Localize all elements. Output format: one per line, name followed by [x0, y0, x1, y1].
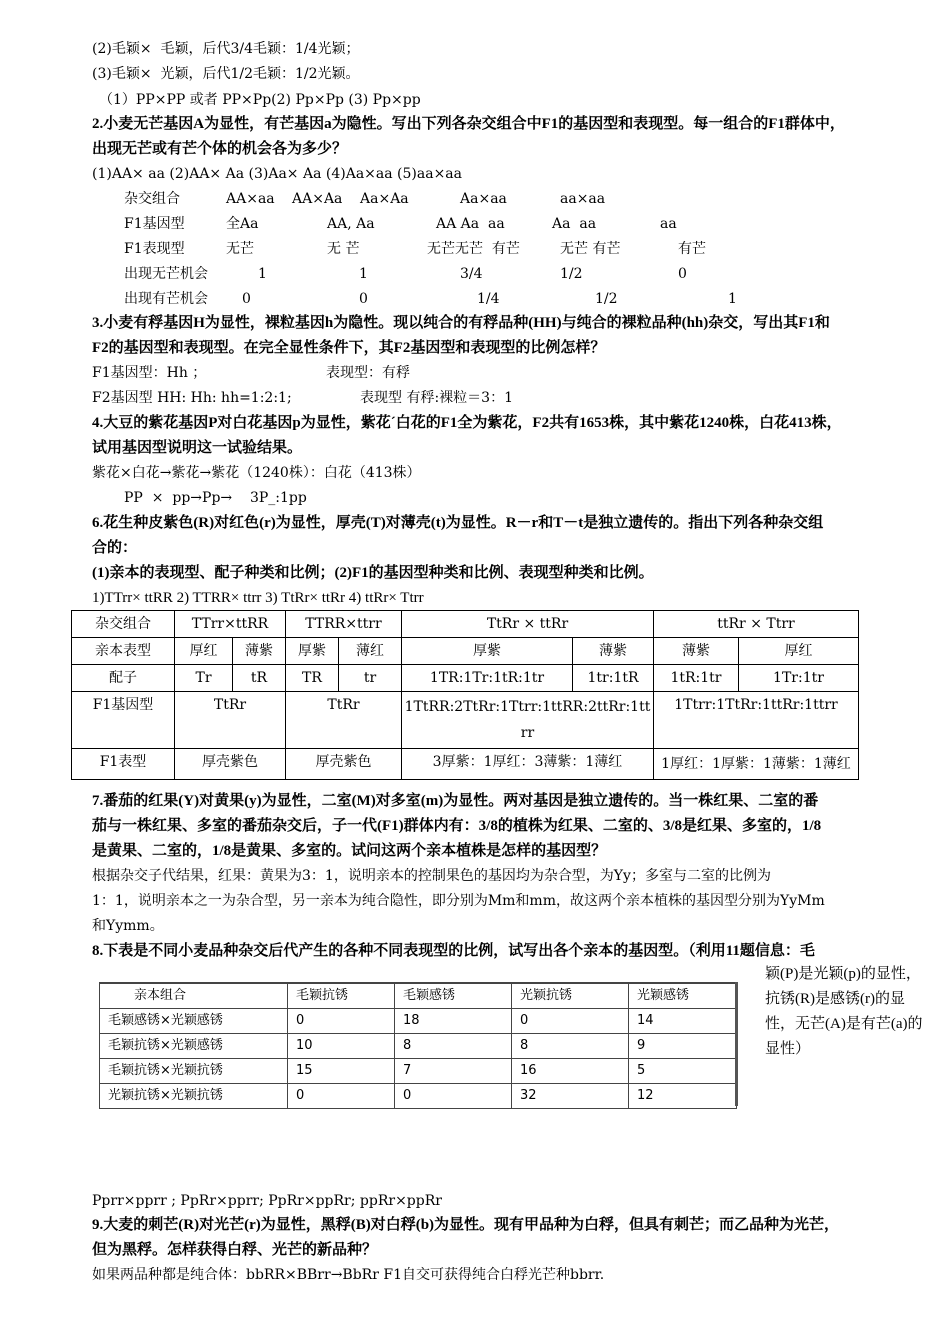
- table-row: [100, 1059, 737, 1084]
- question-3-line-2: F2的基因型和表现型。在完全显性条件下，其F2基因型和表现型的比例怎样？: [92, 340, 606, 356]
- grid-cell: 1: [359, 266, 368, 282]
- text-line: F1基因型：Hh ；: [92, 365, 207, 381]
- table-cell: 薄紫: [573, 638, 654, 665]
- text-line: 根据杂交子代结果，红果：黄果为3：1，说明亲本的控制果色的基因均为杂合型，为Yy；多室与二室的比例为: [92, 868, 771, 884]
- text-line: 表现型 有稃:裸粒＝3：1: [360, 390, 513, 406]
- grid-cell: 0: [678, 266, 687, 282]
- grid-cell: F1基因型: [124, 216, 185, 232]
- table-cell: 厚紫: [286, 638, 339, 665]
- table-cell: 毛颖抗锈: [288, 983, 395, 1009]
- table-cell: 1厚红：1厚紫：1薄紫：1薄红: [654, 749, 859, 780]
- wheat-cross-table: [99, 982, 737, 1109]
- table-cell: 16: [512, 1059, 629, 1084]
- table-cell: 7: [395, 1059, 512, 1084]
- question-2-line-2: 出现无芒或有芒个体的机会各为多少？: [92, 141, 348, 157]
- text-line: (3)毛颖× 光颖，后代1/2毛颖：1/2光颖。: [92, 66, 360, 82]
- text-line: 紫花×白花→紫花→紫花（1240株）：白花（413株）: [92, 465, 421, 481]
- grid-cell: AA×aa: [226, 191, 275, 207]
- table-cell: 毛颖抗锈×光颖抗锈: [100, 1059, 288, 1084]
- question-4-line-1: 4.大豆的紫花基因P对白花基因p为显性，紫花´白花的F1全为紫花，F2共有1653株，其中紫花1240株，白花413株，: [92, 415, 842, 431]
- table-cell: 1Ttrr:1TtRr:1ttRr:1ttrr: [654, 692, 859, 749]
- table-row: [72, 638, 859, 665]
- text-line: PP × pp→Pp→ 3P_:1pp: [124, 490, 307, 506]
- text-line: 和Yymm。: [92, 918, 164, 934]
- table-cell: 配子: [72, 665, 175, 692]
- table-cell: 薄红: [339, 638, 402, 665]
- question-9-line-2: 但为黑稃。怎样获得白稃、光芒的新品种？: [92, 1242, 378, 1258]
- table-cell: TtRr × ttRr: [402, 611, 654, 638]
- grid-cell: aa×aa: [560, 191, 606, 207]
- question-7-line-1: 7.番茄的红果(Y)对黄果(y)为显性，二室(M)对多室(m)为显性。两对基因是独立遗传的。当一株红果、二室的番: [92, 793, 819, 809]
- table-cell: 3厚紫：1厚红：3薄紫：1薄红: [402, 749, 654, 780]
- text-line: (1)AA× aa (2)AA× Aa (3)Aa× Aa (4)Aa×aa (5)aa×aa: [92, 166, 463, 182]
- table-cell: TTRR×ttrr: [286, 611, 402, 638]
- table-cell: TR: [286, 665, 339, 692]
- table-row: [72, 749, 859, 780]
- question-8-line-1: 8.下表是不同小麦品种杂交后代产生的各种不同表现型的比例，试写出各个亲本的基因型。（利用11题信息：毛: [92, 943, 815, 959]
- table-cell: 毛颖感锈×光颖感锈: [100, 1009, 288, 1034]
- table-cell: 薄紫: [654, 638, 739, 665]
- table-row: [100, 1009, 737, 1034]
- question-4-line-2: 试用基因型说明这一试验结果。: [92, 440, 303, 456]
- table-cell: 0: [288, 1009, 395, 1034]
- table-cell: F1表型: [72, 749, 175, 780]
- table-cell: 0: [395, 1084, 512, 1109]
- table-cell: 32: [512, 1084, 629, 1109]
- table-cell: 12: [629, 1084, 737, 1109]
- table-cell: 0: [288, 1084, 395, 1109]
- grid-cell: 1/4: [477, 291, 500, 307]
- grid-cell: 杂交组合: [124, 191, 180, 207]
- question-6-line-1: 6.花生种皮紫色(R)对红色(r)为显性，厚壳(T)对薄壳(t)为显性。R－r和T－t是独立遗传的。指出下列各种杂交组: [92, 515, 824, 531]
- table-row: [100, 1084, 737, 1109]
- cross-table: [71, 610, 859, 780]
- table-cell: 1tR:1tr: [654, 665, 739, 692]
- grid-cell: 1: [728, 291, 737, 307]
- table-cell: 1TR:1Tr:1tR:1tr: [402, 665, 573, 692]
- grid-cell: 有芒: [678, 241, 706, 257]
- table-cell: TtRr: [175, 692, 286, 749]
- table-row: [100, 1034, 737, 1059]
- table-cell: 杂交组合: [72, 611, 175, 638]
- grid-cell: 无芒: [226, 241, 254, 257]
- table-row: [100, 983, 737, 1009]
- question-6-line-2: 合的：: [92, 540, 138, 556]
- table-cell: 8: [395, 1034, 512, 1059]
- text-line: 1：1，说明亲本之一为杂合型，另一亲本为纯合隐性，即分别为Mm和mm，故这两个亲本植株的基因型分别为YyMm: [92, 893, 825, 909]
- text-line: (2)毛颖× 毛颖，后代3/4毛颖：1/4光颖；: [92, 41, 360, 57]
- table-cell: 亲本表型: [72, 638, 175, 665]
- table-cell: 亲本组合: [100, 983, 288, 1009]
- grid-cell: 1/2: [595, 291, 618, 307]
- grid-cell: 0: [242, 291, 251, 307]
- table-cell: 光颖抗锈: [512, 983, 629, 1009]
- table-cell: 1Tr:1tr: [739, 665, 859, 692]
- grid-cell: 无芒 有芒: [560, 241, 621, 257]
- text-line: F2基因型 HH: Hh: hh=1:2:1;: [92, 390, 292, 406]
- table-cell: 光颖感锈: [629, 983, 737, 1009]
- grid-cell: AA, Aa: [327, 216, 375, 232]
- table-cell: tr: [339, 665, 402, 692]
- table-cell: TTrr×ttRR: [175, 611, 286, 638]
- table-row: [72, 611, 859, 638]
- table-cell: 14: [629, 1009, 737, 1034]
- grid-cell: 3/4: [460, 266, 483, 282]
- grid-cell: 0: [359, 291, 368, 307]
- table-cell: 薄紫: [233, 638, 286, 665]
- table-cell: 9: [629, 1034, 737, 1059]
- text-line: 1)TTrr× ttRR 2) TTRR× ttrr 3) TtRr× ttRr 4) ttRr× Ttrr: [92, 590, 424, 606]
- text-line: 表现型：有稃: [326, 365, 410, 381]
- grid-cell: 全Aa: [226, 216, 259, 232]
- table-cell: 毛颖感锈: [395, 983, 512, 1009]
- grid-cell: F1表现型: [124, 241, 185, 257]
- table-cell: 1tr:1tR: [573, 665, 654, 692]
- question-3-line-1: 3.小麦有稃基因H为显性，裸粒基因h为隐性。现以纯合的有稃品种(HH)与纯合的裸粒品种(hh)杂交，写出其F1和: [92, 315, 830, 331]
- question-7-line-2: 茄与一株红果、多室的番茄杂交后，子一代(F1)群体内有：3/8的植株为红果、二室的、3/8是红果、多室的，1/8: [92, 818, 822, 834]
- question-9-line-1: 9.大麦的刺芒(R)对光芒(r)为显性，黑稃(B)对白稃(b)为显性。现有甲品种为白稃，但具有刺芒；而乙品种为光芒，: [92, 1217, 840, 1233]
- table-cell: 10: [288, 1034, 395, 1059]
- table-cell: tR: [233, 665, 286, 692]
- grid-cell: Aa×Aa: [360, 191, 409, 207]
- table-cell: 毛颖抗锈×光颖感锈: [100, 1034, 288, 1059]
- table-cell: ttRr × Ttrr: [654, 611, 859, 638]
- grid-cell: AA×Aa: [292, 191, 343, 207]
- table-cell: 厚紫: [402, 638, 573, 665]
- grid-cell: 出现有芒机会: [124, 291, 208, 307]
- grid-cell: 出现无芒机会: [124, 266, 208, 282]
- table-cell: 8: [512, 1034, 629, 1059]
- text-line: Pprr×pprr ; PpRr×pprr; PpRr×ppRr; ppRr×ppRr: [92, 1193, 442, 1209]
- question-8-side-note: 颖(P)是光颖(p)的显性，抗锈(R)是感锈(r)的显性，无芒(A)是有芒(a)的显性）: [765, 966, 923, 1057]
- table-cell: 厚壳紫色: [286, 749, 402, 780]
- table-row: [72, 665, 859, 692]
- table-cell: 15: [288, 1059, 395, 1084]
- table-edge-shadow: [735, 982, 738, 1106]
- question-2-line-1: 2.小麦无芒基因A为显性，有芒基因a为隐性。写出下列各杂交组合中F1的基因型和表现型。每一组合的F1群体中，: [92, 116, 845, 132]
- table-cell: 厚壳紫色: [175, 749, 286, 780]
- grid-cell: 无 芒: [327, 241, 360, 257]
- grid-cell: 无芒无芒 有芒: [427, 241, 520, 257]
- grid-cell: aa: [660, 216, 677, 232]
- text-line: 如果两品种都是纯合体：bbRR×BBrr→BbRr F1自交可获得纯合白稃光芒种bbrr.: [92, 1267, 605, 1283]
- grid-cell: Aa aa: [552, 216, 597, 232]
- table-cell: 光颖抗锈×光颖抗锈: [100, 1084, 288, 1109]
- wheat-cross-table-image: [99, 982, 739, 1106]
- table-cell: F1基因型: [72, 692, 175, 749]
- question-7-line-3: 是黄果、二室的，1/8是黄果、多室的。试问这两个亲本植株是怎样的基因型？: [92, 843, 607, 859]
- table-cell: 0: [512, 1009, 629, 1034]
- question-6-line-3: (1)亲本的表现型、配子种类和比例；(2)F1的基因型种类和比例、表现型种类和比例。: [92, 565, 654, 581]
- text-line: （1）PP×PP 或者 PP×Pp(2) Pp×Pp (3) Pp×pp: [99, 92, 421, 108]
- table-cell: 18: [395, 1009, 512, 1034]
- grid-cell: 1: [258, 266, 267, 282]
- table-cell: 厚红: [175, 638, 233, 665]
- table-row: [72, 692, 859, 749]
- table-cell: TtRr: [286, 692, 402, 749]
- table-cell: 1TtRR:2TtRr:1Ttrr:1ttRR:2ttRr:1ttrr: [402, 692, 654, 749]
- table-cell: Tr: [175, 665, 233, 692]
- table-cell: 厚红: [739, 638, 859, 665]
- grid-cell: Aa×aa: [460, 191, 507, 207]
- table-cell: 5: [629, 1059, 737, 1084]
- grid-cell: AA Aa aa: [436, 216, 505, 232]
- grid-cell: 1/2: [560, 266, 583, 282]
